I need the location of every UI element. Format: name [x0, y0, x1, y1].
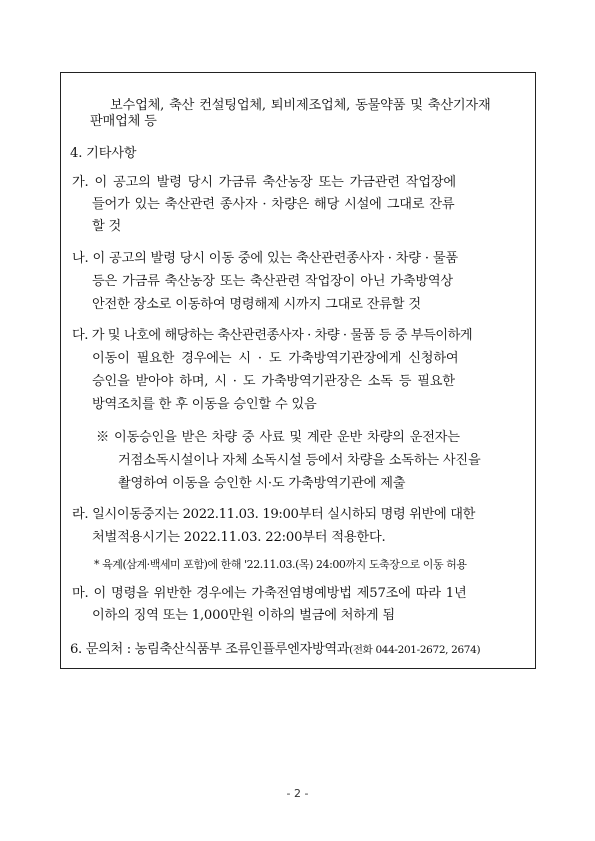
contact-text: 6. 문의처 : 농림축산식품부 조류인플루엔자방역과 — [70, 642, 350, 657]
item-ma-line-2: 이하의 징역 또는 1,000만원 이하의 벌금에 처하게 됨 — [92, 608, 395, 623]
item-ga-line-2: 들어가 있는 축산관련 종사자 · 차량은 해당 시설에 그대로 잔류 — [92, 197, 455, 212]
page-number: - 2 - — [286, 787, 309, 800]
item-da-line-2: 이동이 필요한 경우에는 시 · 도 가축방역기관장에게 신청하여 — [92, 351, 459, 366]
item-ga-line-3: 할 것 — [92, 219, 122, 234]
note-line-3: 촬영하여 이동을 승인한 시·도 가축방역기관에 제출 — [118, 476, 406, 491]
item-da-line-1: 다. 가 및 나호에 해당하는 축산관련종사자 · 차량 · 물품 등 중 부득이하게 — [72, 328, 473, 343]
contact-phone: (전화 044-201-2672, 2674) — [349, 644, 481, 656]
item-da-line-3: 승인을 받아야 하며, 시 · 도 가축방역기관장은 소독 등 필요한 — [92, 374, 455, 389]
contact-line — [70, 641, 480, 659]
note-line-1: ※ 이동승인을 받은 차량 중 사료 및 계란 운반 차량의 운전자는 — [96, 430, 460, 445]
item-ma-line-1: 마. 이 명령을 위반한 경우에는 가축전염병예방법 제57조에 따라 1년 — [72, 586, 467, 601]
note-line-2: 거점소독시설이나 자체 소독시설 등에서 차량을 소독하는 사진을 — [118, 453, 481, 468]
item-da-line-4: 방역조치를 한 후 이동을 승인할 수 있음 — [92, 397, 317, 412]
item-na-line-3: 안전한 장소로 이동하여 명령해제 시까지 그대로 잔류할 것 — [92, 297, 421, 312]
footnote-line: * 육계(삼계·백세미 포함)에 한해 '22.11.03.(목) 24:00까지 도축장으로 이동 허용 — [94, 558, 467, 571]
item-ra-line-1: 라. 일시이동중지는 2022.11.03. 19:00부터 실시하되 명령 위반에 대한 — [72, 507, 476, 522]
text-line-2: 판매업체 등 — [90, 114, 157, 129]
text-line-1: 보수업체, 축산 컨설팅업체, 퇴비제조업체, 동물약품 및 축산기자재 — [110, 98, 491, 113]
item-na-line-2: 등은 가금류 축산농장 또는 축산관련 작업장이 아닌 가축방역상 — [92, 274, 453, 289]
item-na-line-1: 나. 이 공고의 발령 당시 이동 중에 있는 축산관련종사자 · 차량 · 물품 — [72, 251, 458, 266]
item-ra-line-2: 처벌적용시기는 2022.11.03. 22:00부터 적용한다. — [92, 530, 386, 545]
section-4-heading: 4. 기타사항 — [70, 146, 137, 161]
item-ga-line-1: 가. 이 공고의 발령 당시 가금류 축산농장 또는 가금관련 작업장에 — [72, 175, 456, 190]
